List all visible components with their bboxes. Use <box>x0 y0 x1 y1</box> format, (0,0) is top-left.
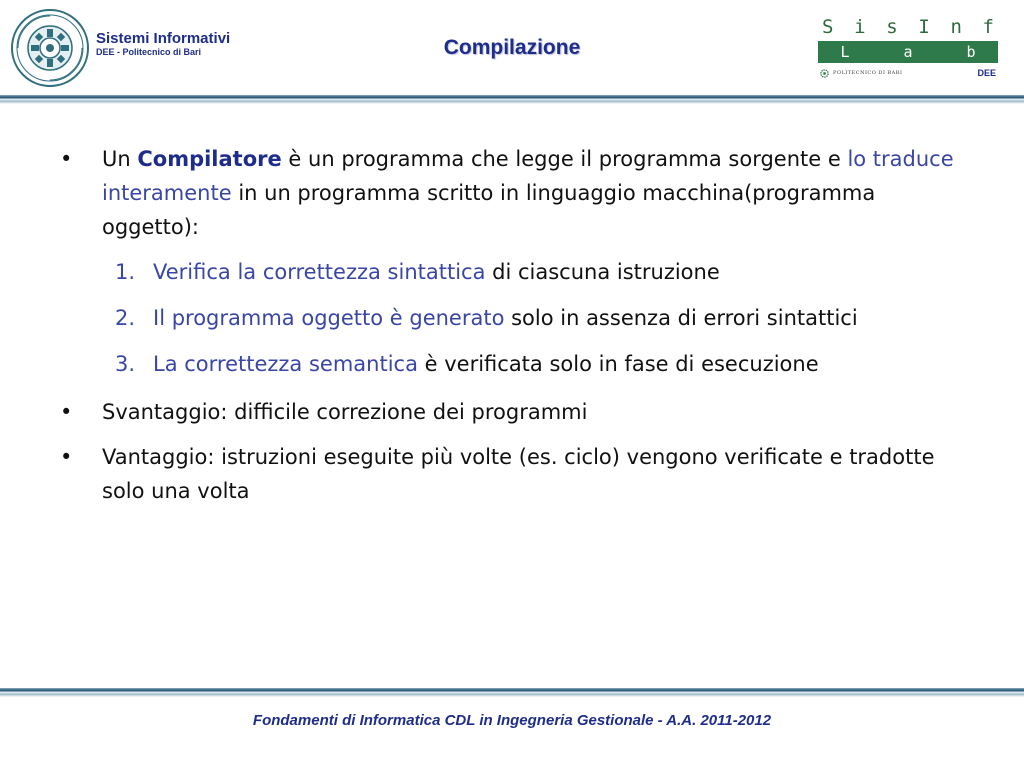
org-name: Sistemi Informativi <box>96 30 231 47</box>
slide-title: Compilazione <box>443 36 581 59</box>
lab-letter: a <box>903 43 913 61</box>
bullet-text-mid: è un programma che legge il programma sorgente e <box>281 147 848 171</box>
lab-letter: n <box>950 16 962 38</box>
bullet-marker: • <box>60 445 73 469</box>
bullet-text-pre: Un <box>102 147 138 171</box>
list-text: è verificata solo in fase di esecuzione <box>417 352 819 376</box>
dee-logo: DEE <box>977 68 996 78</box>
lab-foot-left <box>820 69 903 78</box>
bullet-marker: • <box>60 400 73 424</box>
lab-letter: b <box>966 43 976 61</box>
lab-letter: I <box>918 16 930 38</box>
org-subtitle: DEE - Politecnico di Bari <box>96 47 202 57</box>
footer-divider <box>0 688 1024 697</box>
keyword-compilatore: Compilatore <box>137 147 282 171</box>
header-divider <box>0 95 1024 104</box>
lab-foot-caption: POLITECNICO DI BARI <box>833 70 903 76</box>
list-highlight: La correttezza semantica <box>153 352 418 376</box>
bullet-text-post: in un programma scritto in linguaggio macchina(programma oggetto): <box>102 181 876 239</box>
slide-content <box>60 142 960 519</box>
lab-letter: L <box>840 43 850 61</box>
bullet-text: Svantaggio: difficile correzione dei programmi <box>102 400 588 424</box>
list-highlight: Il programma oggetto è generato <box>153 306 505 330</box>
list-text: di ciascuna istruzione <box>485 260 720 284</box>
footer-caption: Fondamenti di Informatica CDL in Ingegneria Gestionale - A.A. 2011-2012 <box>252 712 772 729</box>
bullet-marker: • <box>60 147 73 171</box>
bullet-svantaggio <box>60 395 960 429</box>
lab-logo-foot <box>818 67 998 79</box>
numbered-list <box>60 255 960 381</box>
bullet-vantaggio <box>60 440 960 508</box>
gear-icon <box>820 69 829 78</box>
list-number: 2. <box>115 306 136 330</box>
list-number: 1. <box>115 260 136 284</box>
list-text: solo in assenza di errori sintattici <box>504 306 858 330</box>
lab-letter: S <box>822 16 834 38</box>
list-item <box>60 347 960 381</box>
highlight-traduce: lo traduce interamente <box>102 147 954 205</box>
sisinf-lab-logo <box>818 16 998 84</box>
lab-letter: i <box>854 16 866 38</box>
list-item <box>60 301 960 335</box>
list-item <box>60 255 960 289</box>
lab-letter: f <box>982 16 994 38</box>
list-number: 3. <box>115 352 136 376</box>
lab-letter: s <box>886 16 898 38</box>
bullet-text: Vantaggio: istruzioni eseguite più volte (es. ciclo) vengono verificate e tradotte solo una volta <box>102 445 935 503</box>
bullet-compilatore <box>60 142 960 244</box>
lab-logo-bar <box>818 41 998 63</box>
list-highlight: Verifica la correttezza sintattica <box>153 260 486 284</box>
lab-logo-top <box>818 16 998 38</box>
